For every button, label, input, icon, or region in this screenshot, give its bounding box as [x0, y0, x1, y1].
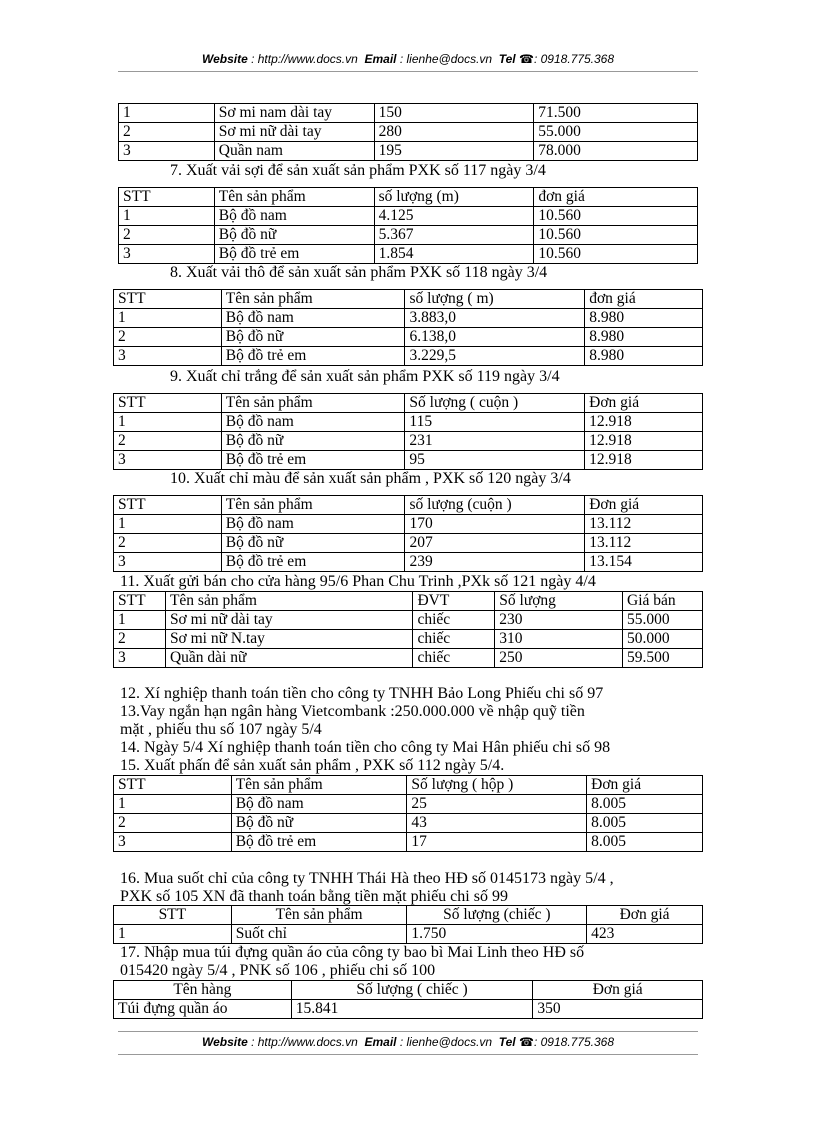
footer-email-value[interactable]: : lienhe@docs.vn	[399, 1035, 493, 1049]
section-13-line-1: 13.Vay ngắn hạn ngân hàng Vietcombank :250.000.000 về nhập quỹ tiền	[120, 703, 585, 720]
table-cell: 55.000	[534, 123, 698, 142]
section-16-line-1: 16. Mua suốt chỉ của công ty TNHH Thái Hà theo HĐ số 0145173 ngày 5/4 ,	[120, 870, 614, 887]
table-row	[119, 142, 698, 161]
table-cell: 2	[119, 226, 215, 245]
table-cell: 8.980	[585, 309, 703, 328]
table-row	[114, 515, 703, 534]
table-cell: 71.500	[534, 104, 698, 123]
table-cell: STT	[119, 188, 215, 207]
table-cell: 1	[119, 104, 215, 123]
table-cell: 1.854	[374, 245, 534, 264]
table-row	[114, 413, 703, 432]
table-cell: 1	[114, 515, 222, 534]
table-cell: 1	[114, 795, 232, 814]
table-cell: 3	[119, 245, 215, 264]
table-cell: Số lượng ( chiếc )	[291, 981, 533, 1000]
table-cell: Bộ đồ nữ	[214, 226, 374, 245]
table-cell: Tên sản phẩm	[231, 776, 407, 795]
table-cell: 10.560	[534, 207, 698, 226]
table-cell: Bộ đồ trẻ em	[221, 347, 405, 366]
table-row	[114, 1000, 703, 1019]
table-cell: 1	[114, 925, 232, 944]
table-row	[114, 394, 703, 413]
table-row	[114, 328, 703, 347]
footer-website-url[interactable]: : http://www.docs.vn	[251, 1035, 358, 1049]
table-t10	[113, 495, 703, 572]
table-cell: đơn giá	[585, 290, 703, 309]
table-cell: 17	[407, 833, 587, 852]
section-12-line: 12. Xí nghiệp thanh toán tiền cho công ty TNHH Bảo Long Phiếu chi số 97	[120, 685, 604, 702]
table-cell: Tên hàng	[114, 981, 292, 1000]
table-t11	[113, 591, 703, 668]
table-cell: Bộ đồ trẻ em	[231, 833, 407, 852]
table-cell: Bộ đồ nữ	[221, 432, 405, 451]
table-cell: Đơn giá	[587, 776, 703, 795]
table-cell: 350	[533, 1000, 703, 1019]
table-cell: chiếc	[413, 611, 495, 630]
section-17-line-1: 17. Nhập mua túi đựng quần áo của công ty bao bì Mai Linh theo HĐ số	[120, 944, 585, 961]
table-cell: Số lượng (chiếc )	[407, 906, 587, 925]
table-cell: 3.229,5	[405, 347, 585, 366]
table-cell: 43	[407, 814, 587, 833]
table-cell: STT	[114, 906, 232, 925]
header-email-label: Email	[364, 52, 397, 66]
footer-tel-label: Tel	[498, 1035, 516, 1049]
table-cell: 250	[495, 649, 623, 668]
table-cell: Số lượng ( hộp )	[407, 776, 587, 795]
table-row	[114, 906, 703, 925]
table-cell: 4.125	[374, 207, 534, 226]
table-cell: 2	[114, 432, 222, 451]
table-row	[114, 534, 703, 553]
table-row	[114, 592, 703, 611]
table-cell: Số lượng	[495, 592, 623, 611]
table-row	[114, 649, 703, 668]
table-cell: 3	[114, 553, 222, 572]
table-cell: STT	[114, 290, 222, 309]
table-cell: 280	[374, 123, 534, 142]
table-row	[114, 814, 703, 833]
table-cell: 1	[119, 207, 215, 226]
table-cell: 8.005	[587, 833, 703, 852]
table-row	[119, 188, 698, 207]
table-cell: STT	[114, 496, 222, 515]
table-cell: Tên sản phẩm	[214, 188, 374, 207]
table-cell: 2	[119, 123, 215, 142]
header-website-url[interactable]: : http://www.docs.vn	[251, 52, 358, 66]
header-tel-value: : 0918.775.368	[533, 52, 615, 66]
table-cell: Tên sản phẩm	[221, 394, 405, 413]
table-cell: Bộ đồ nam	[221, 515, 405, 534]
header-email-value[interactable]: : lienhe@docs.vn	[399, 52, 493, 66]
table-t0	[118, 103, 698, 161]
footer-divider	[118, 1031, 698, 1032]
section-10-heading: 10. Xuất chỉ màu để sản xuất sản phẩm , PXK số 120 ngày 3/4	[170, 470, 571, 487]
table-row	[119, 104, 698, 123]
table-cell: Đơn giá	[585, 394, 703, 413]
table-cell: Quần nam	[214, 142, 374, 161]
section-15-heading: 15. Xuất phấn để sản xuất sản phẩm , PXK số 112 ngày 5/4.	[120, 757, 505, 774]
table-cell: 170	[405, 515, 585, 534]
table-cell: 3	[114, 649, 166, 668]
header-website-label: Website	[201, 52, 248, 66]
table-t8	[113, 289, 703, 366]
table-cell: Tên sản phẩm	[221, 496, 405, 515]
page-header	[118, 52, 698, 66]
table-cell: số lượng ( m)	[405, 290, 585, 309]
table-cell: Bộ đồ trẻ em	[221, 451, 405, 470]
table-row	[114, 451, 703, 470]
table-row	[119, 245, 698, 264]
table-cell: 3.883,0	[405, 309, 585, 328]
table-cell: Bộ đồ nam	[231, 795, 407, 814]
phone-icon: ☎	[519, 52, 534, 66]
table-cell: 12.918	[585, 432, 703, 451]
table-cell: 78.000	[534, 142, 698, 161]
table-cell: 115	[405, 413, 585, 432]
table-cell: chiếc	[413, 649, 495, 668]
table-cell: Bộ đồ nam	[221, 413, 405, 432]
table-cell: Đơn giá	[587, 906, 703, 925]
table-cell: 8.005	[587, 795, 703, 814]
table-cell: 15.841	[291, 1000, 533, 1019]
table-cell: 3	[114, 833, 232, 852]
table-cell: Bộ đồ nữ	[221, 534, 405, 553]
table-row	[114, 347, 703, 366]
table-cell: 2	[114, 630, 166, 649]
table-t7	[118, 187, 698, 264]
footer-bottom-divider	[118, 1054, 698, 1055]
table-cell: Bộ đồ trẻ em	[214, 245, 374, 264]
table-t9	[113, 393, 703, 470]
table-cell: Bộ đồ nữ	[221, 328, 405, 347]
table-cell: ĐVT	[413, 592, 495, 611]
table-cell: 2	[114, 328, 222, 347]
table-cell: 3	[119, 142, 215, 161]
table-cell: 207	[405, 534, 585, 553]
table-cell: 13.112	[585, 515, 703, 534]
table-cell: Sơ mi nữ dài tay	[165, 611, 413, 630]
table-cell: 5.367	[374, 226, 534, 245]
table-cell: 12.918	[585, 451, 703, 470]
table-cell: Tên sản phẩm	[231, 906, 407, 925]
table-cell: 12.918	[585, 413, 703, 432]
section-14-line: 14. Ngày 5/4 Xí nghiệp thanh toán tiền cho công ty Mai Hân phiếu chi số 98	[120, 739, 611, 756]
section-16-line-2: PXK số 105 XN đã thanh toán bằng tiền mặt phiếu chi số 99	[120, 888, 508, 905]
table-cell: Đơn giá	[585, 496, 703, 515]
table-cell: 1	[114, 611, 166, 630]
table-row	[114, 290, 703, 309]
table-row	[114, 309, 703, 328]
table-cell: 6.138,0	[405, 328, 585, 347]
table-cell: 3	[114, 451, 222, 470]
table-cell: số lượng (m)	[374, 188, 534, 207]
header-tel-label: Tel	[498, 52, 516, 66]
table-cell: 13.112	[585, 534, 703, 553]
table-cell: Tên sản phẩm	[165, 592, 413, 611]
table-cell: 231	[405, 432, 585, 451]
table-row	[114, 795, 703, 814]
table-cell: 1	[114, 413, 222, 432]
table-cell: 423	[587, 925, 703, 944]
table-cell: 55.000	[623, 611, 703, 630]
table-cell: 2	[114, 534, 222, 553]
table-cell: 239	[405, 553, 585, 572]
table-cell: 13.154	[585, 553, 703, 572]
section-17-line-2: 015420 ngày 5/4 , PNK số 106 , phiếu chi số 100	[120, 962, 436, 979]
table-cell: Sơ mi nam dài tay	[214, 104, 374, 123]
phone-icon: ☎	[519, 1035, 534, 1049]
table-cell: chiếc	[413, 630, 495, 649]
table-cell: 230	[495, 611, 623, 630]
table-row	[119, 226, 698, 245]
table-cell: Quần dài nữ	[165, 649, 413, 668]
table-cell: 150	[374, 104, 534, 123]
section-11-heading: 11. Xuất gửi bán cho cửa hàng 95/6 Phan Chu Trinh ,PXk số 121 ngày 4/4	[120, 573, 596, 590]
table-t16	[113, 905, 703, 944]
table-row	[114, 553, 703, 572]
table-cell: Tên sản phẩm	[221, 290, 405, 309]
table-t17	[113, 980, 703, 1019]
table-cell: 10.560	[534, 226, 698, 245]
table-row	[114, 611, 703, 630]
footer-tel-value: : 0918.775.368	[533, 1035, 615, 1049]
table-row	[114, 630, 703, 649]
table-cell: Bộ đồ nữ	[231, 814, 407, 833]
table-row	[114, 496, 703, 515]
table-row	[114, 776, 703, 795]
table-cell: 95	[405, 451, 585, 470]
table-cell: Suốt chỉ	[231, 925, 407, 944]
table-cell: 8.980	[585, 328, 703, 347]
footer-website-label: Website	[201, 1035, 248, 1049]
table-cell: STT	[114, 592, 166, 611]
table-cell: 50.000	[623, 630, 703, 649]
footer-email-label: Email	[364, 1035, 397, 1049]
table-cell: 310	[495, 630, 623, 649]
section-9-heading: 9. Xuất chỉ trắng để sản xuất sản phẩm PXK số 119 ngày 3/4	[170, 368, 560, 385]
table-row	[114, 432, 703, 451]
table-cell: 10.560	[534, 245, 698, 264]
table-cell: 195	[374, 142, 534, 161]
table-cell: Đơn giá	[533, 981, 703, 1000]
table-cell: Túi đựng quần áo	[114, 1000, 292, 1019]
table-row	[119, 207, 698, 226]
table-cell: 59.500	[623, 649, 703, 668]
table-cell: 3	[114, 347, 222, 366]
table-row	[114, 925, 703, 944]
page-footer	[118, 1035, 698, 1049]
table-cell: 25	[407, 795, 587, 814]
table-cell: STT	[114, 394, 222, 413]
table-cell: Số lượng ( cuộn )	[405, 394, 585, 413]
section-13-line-2: mặt , phiếu thu số 107 ngày 5/4	[120, 721, 322, 738]
table-cell: Bộ đồ trẻ em	[221, 553, 405, 572]
table-cell: số lượng (cuộn )	[405, 496, 585, 515]
section-8-heading: 8. Xuất vải thô để sản xuất sản phẩm PXK số 118 ngày 3/4	[170, 264, 548, 281]
table-cell: 8.005	[587, 814, 703, 833]
table-cell: STT	[114, 776, 232, 795]
header-divider	[118, 71, 698, 72]
table-t15	[113, 775, 703, 852]
table-row	[114, 833, 703, 852]
table-row	[119, 123, 698, 142]
section-7-heading: 7. Xuất vải sợi để sản xuất sản phẩm PXK số 117 ngày 3/4	[170, 162, 546, 179]
table-cell: đơn giá	[534, 188, 698, 207]
table-cell: Bộ đồ nam	[221, 309, 405, 328]
table-cell: 1	[114, 309, 222, 328]
table-cell: 1.750	[407, 925, 587, 944]
table-cell: Sơ mi nữ dài tay	[214, 123, 374, 142]
table-cell: 2	[114, 814, 232, 833]
table-cell: Giá bán	[623, 592, 703, 611]
table-cell: Bộ đồ nam	[214, 207, 374, 226]
table-row	[114, 981, 703, 1000]
table-cell: Sơ mi nữ N.tay	[165, 630, 413, 649]
table-cell: 8.980	[585, 347, 703, 366]
